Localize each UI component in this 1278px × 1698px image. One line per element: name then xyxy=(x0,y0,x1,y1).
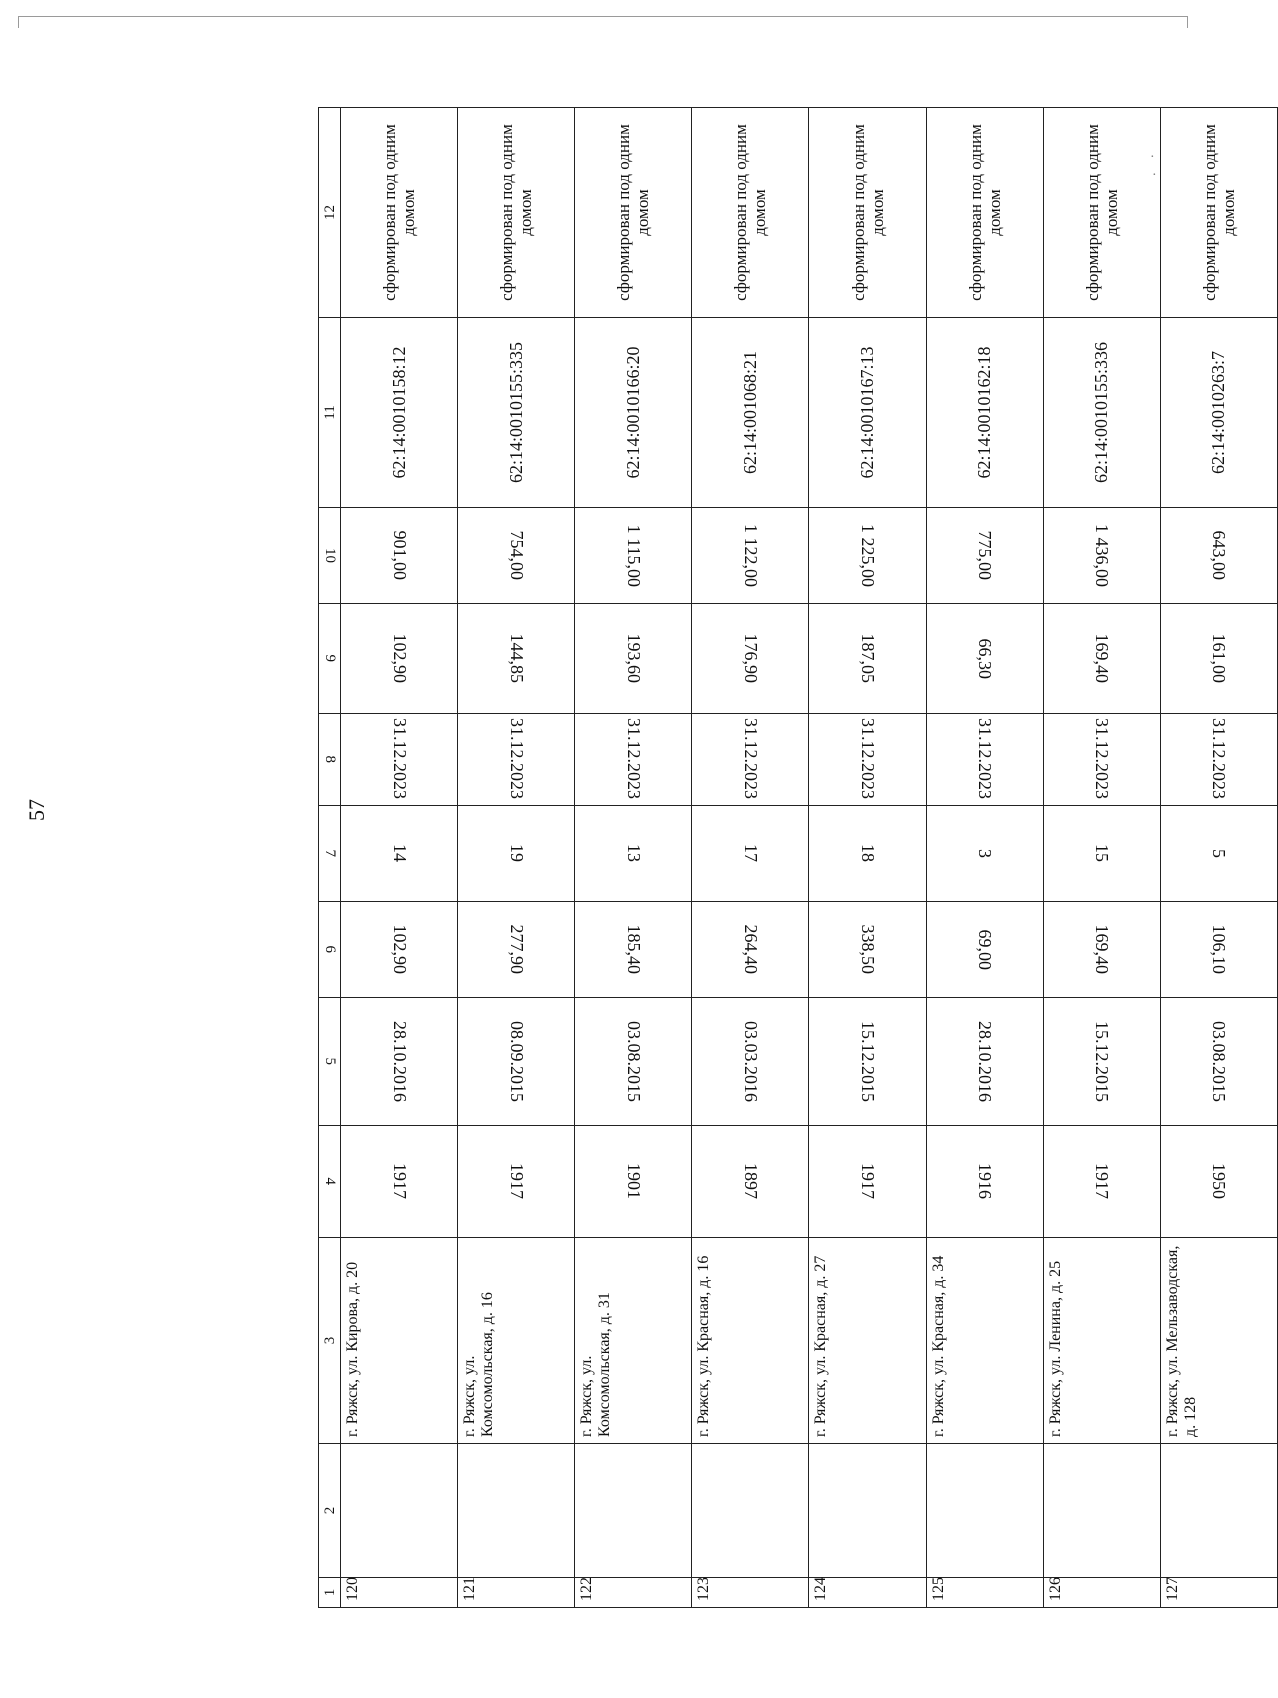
cadastral-number-cell: 62:14:0010162:18 xyxy=(926,318,1043,508)
address-cell: г. Ряжск, ул. Кирова, д. 20 xyxy=(341,1238,458,1444)
area-cell xyxy=(458,902,575,998)
row-number-cell: 125 xyxy=(926,1578,1043,1608)
area-cell xyxy=(1043,902,1160,998)
address-cell: г. Ряжск, ул. Красная, д. 16 xyxy=(692,1238,809,1444)
cadastral-number-cell: 62:14:0010158:12 xyxy=(341,318,458,508)
value10-cell-text: 1 122,00 xyxy=(740,524,761,587)
date2-cell-text: 31.12.2023 xyxy=(1209,718,1230,799)
date-cell-text: 03.08.2015 xyxy=(1209,1021,1230,1102)
address-cell: г. Ряжск, ул. Красная, д. 27 xyxy=(809,1238,926,1444)
value9-cell xyxy=(1043,604,1160,714)
count-cell-text: 5 xyxy=(1209,849,1230,858)
column-number-text: 6 xyxy=(321,945,338,954)
column-number-text: 7 xyxy=(321,849,338,858)
address-cell: г. Ряжск, ул. Красная, д. 34 xyxy=(926,1238,1043,1444)
area-cell xyxy=(575,902,692,998)
area-cell xyxy=(1160,902,1277,998)
value10-cell xyxy=(692,508,809,604)
note-cell: сформирован под одним домом xyxy=(809,108,926,318)
column-number: 12 xyxy=(319,108,341,318)
top-border-left-tick xyxy=(18,16,19,28)
count-cell xyxy=(809,806,926,902)
value10-cell xyxy=(341,508,458,604)
value9-cell xyxy=(341,604,458,714)
cadastral-number-cell: 62:14:0010155:336 xyxy=(1043,318,1160,508)
date2-cell xyxy=(575,714,692,806)
value9-cell-text: 66,30 xyxy=(975,638,996,679)
year-cell xyxy=(575,1126,692,1238)
column-number-text: 5 xyxy=(321,1057,338,1066)
value9-cell-text: 169,40 xyxy=(1092,633,1113,684)
date-cell-text: 03.08.2015 xyxy=(623,1021,644,1102)
row-number-cell: 123 xyxy=(692,1578,809,1608)
count-cell xyxy=(692,806,809,902)
top-border-right-tick xyxy=(1187,16,1188,28)
count-cell-text: 14 xyxy=(389,844,410,863)
scan-speck: · xyxy=(1152,168,1157,183)
date-cell xyxy=(926,998,1043,1126)
value9-cell xyxy=(809,604,926,714)
value9-cell xyxy=(1160,604,1277,714)
year-cell xyxy=(692,1126,809,1238)
date2-cell-text: 31.12.2023 xyxy=(506,718,527,799)
note-cell: сформирован под одним домом xyxy=(341,108,458,318)
date-cell xyxy=(1160,998,1277,1126)
empty-cell xyxy=(1043,1444,1160,1578)
year-cell xyxy=(926,1126,1043,1238)
count-cell xyxy=(341,806,458,902)
value10-cell xyxy=(926,508,1043,604)
area-cell-text: 102,90 xyxy=(389,924,410,975)
area-cell-text: 169,40 xyxy=(1092,924,1113,975)
date-cell xyxy=(458,998,575,1126)
date2-cell xyxy=(341,714,458,806)
empty-cell xyxy=(341,1444,458,1578)
value9-cell xyxy=(692,604,809,714)
column-number: 1 xyxy=(319,1578,341,1608)
date-cell-text: 28.10.2016 xyxy=(389,1021,410,1102)
top-border-line xyxy=(18,16,1188,17)
empty-cell xyxy=(926,1444,1043,1578)
empty-cell xyxy=(692,1444,809,1578)
note-cell: сформирован под одним домом xyxy=(692,108,809,318)
count-cell-text: 15 xyxy=(1092,844,1113,863)
area-cell-text: 277,90 xyxy=(506,924,527,975)
address-cell: г. Ряжск, ул. Мельзаводская, д. 128 xyxy=(1160,1238,1277,1444)
address-cell: г. Ряжск, ул. Комсомольская, д. 31 xyxy=(575,1238,692,1444)
table-row xyxy=(692,108,809,1608)
empty-cell xyxy=(1160,1444,1277,1578)
date2-cell-text: 31.12.2023 xyxy=(623,718,644,799)
cadastral-number-cell: 62:14:001068:21 xyxy=(692,318,809,508)
date2-cell xyxy=(926,714,1043,806)
date-cell xyxy=(692,998,809,1126)
column-number-text: 4 xyxy=(321,1177,338,1186)
row-number-cell: 124 xyxy=(809,1578,926,1608)
empty-cell xyxy=(575,1444,692,1578)
date2-cell xyxy=(809,714,926,806)
value10-cell xyxy=(1043,508,1160,604)
row-number-cell: 120 xyxy=(341,1578,458,1608)
date2-cell xyxy=(1160,714,1277,806)
year-cell xyxy=(1043,1126,1160,1238)
cadastral-number-cell: 62:14:0010167:13 xyxy=(809,318,926,508)
column-number xyxy=(319,604,341,714)
column-number-text: 9 xyxy=(321,654,338,663)
value10-cell xyxy=(458,508,575,604)
column-number xyxy=(319,1126,341,1238)
area-cell xyxy=(692,902,809,998)
count-cell-text: 3 xyxy=(975,849,996,858)
row-number-cell: 121 xyxy=(458,1578,575,1608)
area-cell xyxy=(341,902,458,998)
area-cell-text: 264,40 xyxy=(740,924,761,975)
value10-cell-text: 643,00 xyxy=(1209,530,1230,581)
cadastral-number-cell: 62:14:0010263:7 xyxy=(1160,318,1277,508)
area-cell xyxy=(926,902,1043,998)
value9-cell-text: 144,85 xyxy=(506,633,527,684)
cadastral-number-cell: 62:14:0010155:335 xyxy=(458,318,575,508)
date2-cell xyxy=(1043,714,1160,806)
date2-cell-text: 31.12.2023 xyxy=(1092,718,1113,799)
registry-table-wrapper xyxy=(318,108,1278,1608)
address-cell: г. Ряжск, ул. Комсомольская, д. 16 xyxy=(458,1238,575,1444)
count-cell xyxy=(1160,806,1277,902)
date-cell-text: 15.12.2015 xyxy=(1092,1021,1113,1102)
registry-table-rotated xyxy=(318,108,1278,1608)
year-cell-text: 1950 xyxy=(1209,1163,1230,1200)
year-cell-text: 1916 xyxy=(975,1163,996,1200)
date2-cell-text: 31.12.2023 xyxy=(975,718,996,799)
year-cell xyxy=(809,1126,926,1238)
area-cell-text: 185,40 xyxy=(623,924,644,975)
area-cell xyxy=(809,902,926,998)
value9-cell-text: 187,05 xyxy=(858,633,878,684)
count-cell-text: 17 xyxy=(740,844,761,863)
value9-cell-text: 102,90 xyxy=(389,633,410,684)
area-cell-text: 69,00 xyxy=(975,929,996,970)
year-cell-text: 1897 xyxy=(740,1163,761,1200)
table-row xyxy=(809,108,926,1608)
address-cell: г. Ряжск, ул. Ленина, д. 25 xyxy=(1043,1238,1160,1444)
value10-cell-text: 754,00 xyxy=(506,530,527,581)
cadastral-number-cell: 62:14:0010166:20 xyxy=(575,318,692,508)
note-cell: сформирован под одним домом xyxy=(458,108,575,318)
table-row xyxy=(341,108,458,1608)
value10-cell xyxy=(809,508,926,604)
year-cell-text: 1917 xyxy=(1092,1163,1113,1200)
value9-cell xyxy=(926,604,1043,714)
value9-cell-text: 193,60 xyxy=(623,633,644,684)
date2-cell-text: 31.12.2023 xyxy=(740,718,761,799)
note-cell: сформирован под одним домом xyxy=(1160,108,1277,318)
year-cell xyxy=(341,1126,458,1238)
table-row xyxy=(926,108,1043,1608)
column-number-row xyxy=(319,108,341,1608)
row-number-cell: 126 xyxy=(1043,1578,1160,1608)
count-cell-text: 18 xyxy=(858,844,878,863)
note-cell: сформирован под одним домом xyxy=(1043,108,1160,318)
column-number xyxy=(319,902,341,998)
date2-cell xyxy=(692,714,809,806)
note-cell: сформирован под одним домом xyxy=(575,108,692,318)
table-row xyxy=(458,108,575,1608)
table-row xyxy=(1043,108,1160,1608)
date-cell xyxy=(341,998,458,1126)
table-row xyxy=(575,108,692,1608)
column-number xyxy=(319,806,341,902)
row-number-cell: 127 xyxy=(1160,1578,1277,1608)
row-number-cell: 122 xyxy=(575,1578,692,1608)
empty-cell xyxy=(458,1444,575,1578)
date2-cell-text: 31.12.2023 xyxy=(858,718,878,799)
scan-speck: · xyxy=(1150,150,1155,165)
date-cell xyxy=(575,998,692,1126)
count-cell xyxy=(458,806,575,902)
value10-cell-text: 1 115,00 xyxy=(623,524,644,587)
column-number: 11 xyxy=(319,318,341,508)
year-cell xyxy=(1160,1126,1277,1238)
count-cell xyxy=(926,806,1043,902)
date-cell-text: 08.09.2015 xyxy=(506,1021,527,1102)
page-number: 57 xyxy=(24,799,49,821)
value9-cell xyxy=(458,604,575,714)
date2-cell-text: 31.12.2023 xyxy=(389,718,410,799)
empty-cell xyxy=(809,1444,926,1578)
date-cell-text: 28.10.2016 xyxy=(975,1021,996,1102)
column-number xyxy=(319,508,341,604)
count-cell xyxy=(1043,806,1160,902)
value10-cell-text: 1 225,00 xyxy=(858,524,878,587)
count-cell-text: 19 xyxy=(506,844,527,863)
value10-cell-text: 1 436,00 xyxy=(1092,524,1113,587)
column-number: 3 xyxy=(319,1238,341,1444)
note-cell: сформирован под одним домом xyxy=(926,108,1043,318)
column-number xyxy=(319,998,341,1126)
column-number: 2 xyxy=(319,1444,341,1578)
value9-cell-text: 176,90 xyxy=(740,633,761,684)
year-cell-text: 1917 xyxy=(389,1163,410,1200)
year-cell-text: 1901 xyxy=(623,1163,644,1200)
value10-cell xyxy=(1160,508,1277,604)
date-cell-text: 03.03.2016 xyxy=(740,1021,761,1102)
date-cell xyxy=(1043,998,1160,1126)
count-cell xyxy=(575,806,692,902)
date-cell xyxy=(809,998,926,1126)
area-cell-text: 338,50 xyxy=(858,924,878,975)
column-number-text: 10 xyxy=(321,548,338,563)
area-cell-text: 106,10 xyxy=(1209,924,1230,975)
date-cell-text: 15.12.2015 xyxy=(858,1021,878,1102)
registry-table xyxy=(318,107,1278,1608)
year-cell-text: 1917 xyxy=(858,1163,878,1200)
date2-cell xyxy=(458,714,575,806)
value10-cell-text: 775,00 xyxy=(975,530,996,581)
count-cell-text: 13 xyxy=(623,844,644,863)
value10-cell-text: 901,00 xyxy=(389,530,410,581)
column-number-text: 8 xyxy=(321,755,338,764)
value10-cell xyxy=(575,508,692,604)
year-cell-text: 1917 xyxy=(506,1163,527,1200)
value9-cell xyxy=(575,604,692,714)
column-number xyxy=(319,714,341,806)
year-cell xyxy=(458,1126,575,1238)
value9-cell-text: 161,00 xyxy=(1209,633,1230,684)
table-row xyxy=(1160,108,1277,1608)
